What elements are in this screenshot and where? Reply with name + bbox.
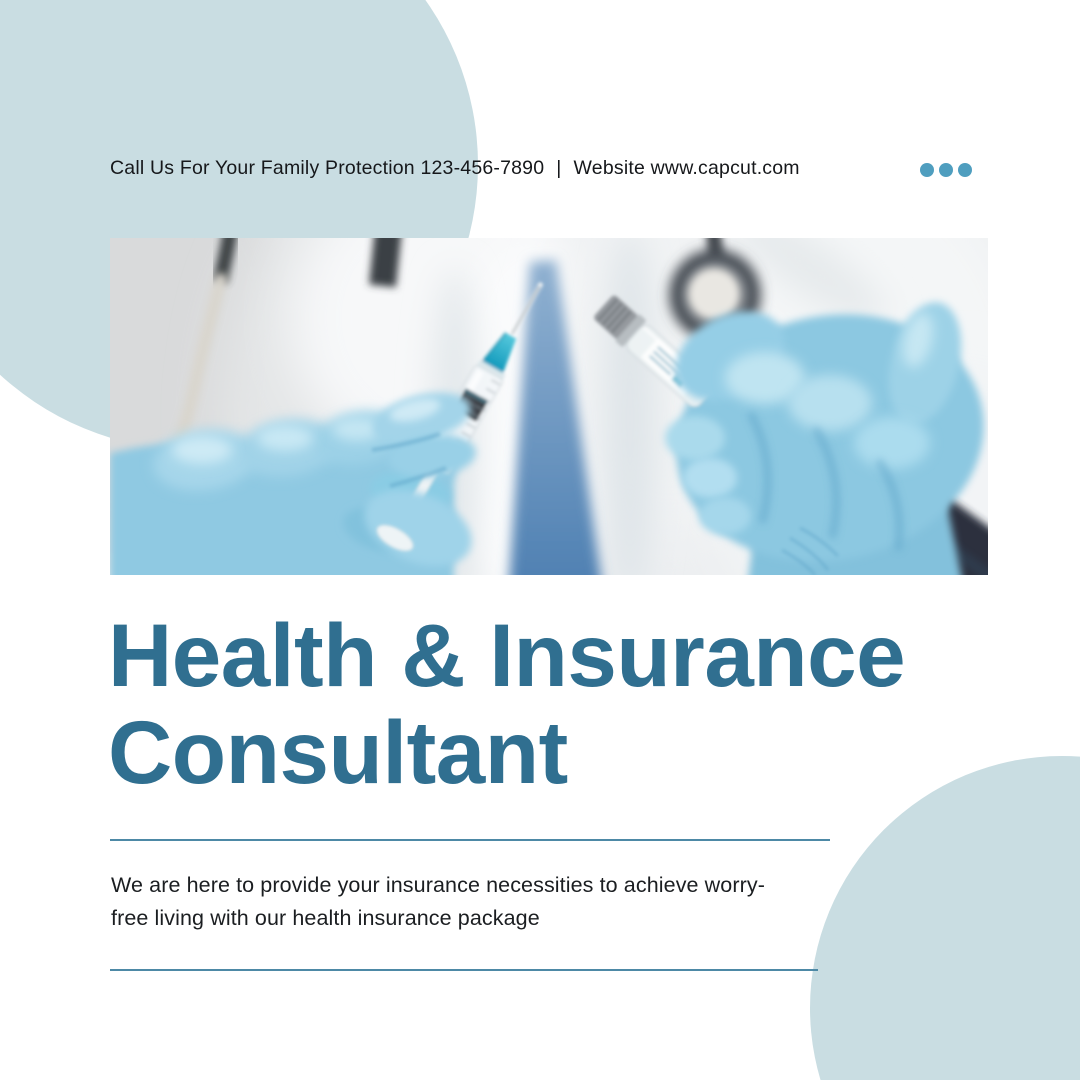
title-line-2: Consultant — [108, 702, 568, 802]
doctor-syringe-vial-illustration — [110, 238, 988, 575]
hero-photo — [110, 238, 988, 575]
dot-icon — [958, 163, 972, 177]
contact-website-text: Website www.capcut.com — [573, 157, 800, 179]
page-title — [108, 607, 905, 801]
contact-line — [110, 157, 800, 180]
contact-separator: | — [556, 157, 562, 179]
dot-icon — [920, 163, 934, 177]
description-text: We are here to provide your insurance necessities to achieve worry-free living with our health insurance package — [111, 873, 765, 930]
contact-phone-text: Call Us For Your Family Protection 123-456-7890 — [110, 157, 545, 179]
divider-line-bottom — [110, 969, 818, 971]
decor-circle-bottom-right — [810, 756, 1080, 1080]
dot-icon — [939, 163, 953, 177]
ellipsis-dots-icon — [920, 163, 972, 177]
divider-line-top — [110, 839, 830, 841]
title-line-1: Health & Insurance — [108, 605, 906, 705]
